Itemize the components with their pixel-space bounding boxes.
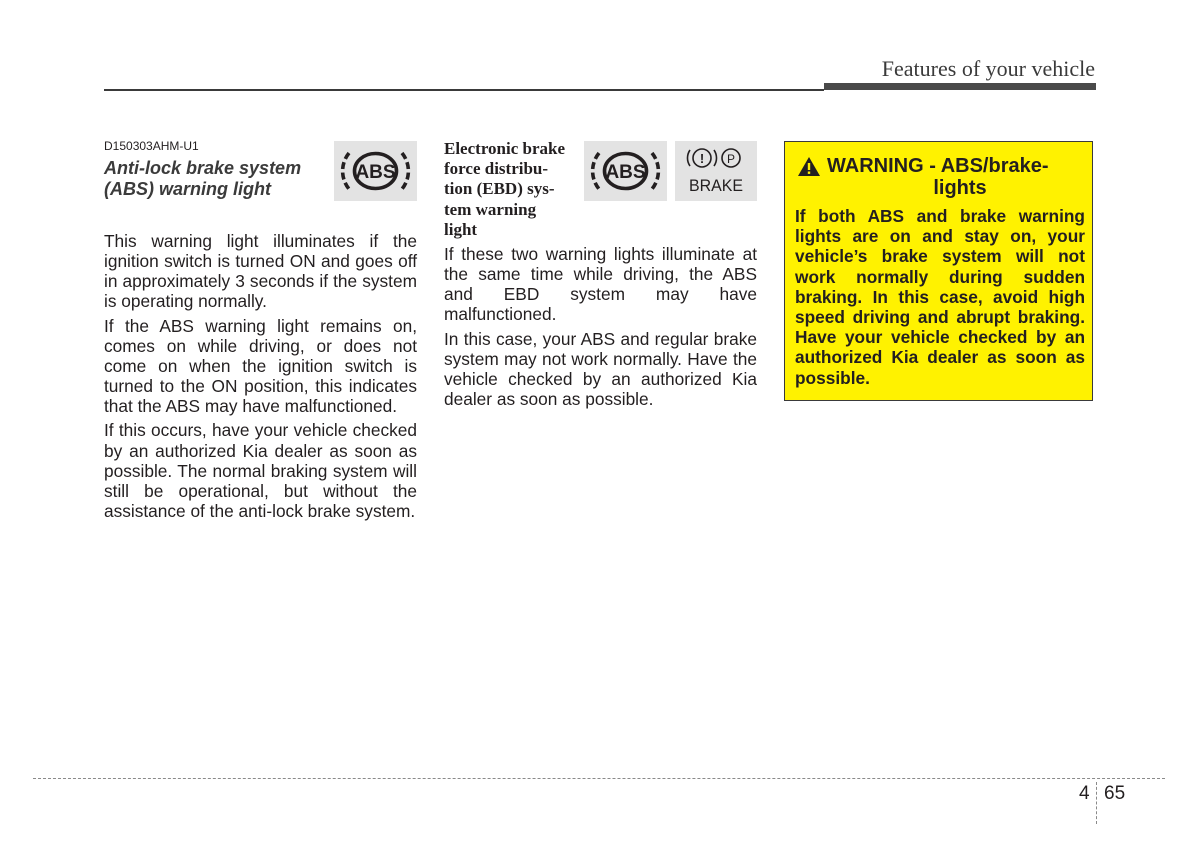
abs-warning-light-icon xyxy=(584,141,667,201)
abs-heading-line-2: (ABS) warning light xyxy=(104,179,271,199)
page-header-title: Features of your vehicle xyxy=(881,56,1095,81)
abs-section-heading xyxy=(104,158,329,200)
header-rule-accent xyxy=(824,83,1096,90)
ebd-section-heading xyxy=(444,139,584,240)
brake-icon-label: BRAKE xyxy=(689,176,743,195)
abs-paragraph-2: If the ABS warning light remains on, comes on while driving, or does not come on when the ignition switch is turned to the ON position, this indicates that the ABS may have malfunctioned. xyxy=(104,315,417,417)
section-code: D150303AHM-U1 xyxy=(104,139,199,153)
warning-title xyxy=(797,155,1087,199)
brake-exclamation-symbol: ! xyxy=(699,151,705,166)
abs-icon-label: ABS xyxy=(355,162,396,183)
brake-warning-light-icon xyxy=(675,141,757,201)
abs-heading-line-1: Anti-lock brake system xyxy=(104,158,302,178)
warning-title-line-1: WARNING - ABS/brake- xyxy=(827,155,1049,177)
ebd-heading-line-2: force distribu- xyxy=(444,159,549,179)
page-number: 65 xyxy=(1104,783,1126,804)
abs-section-body xyxy=(104,231,417,525)
abs-paragraph-1: This warning light illuminates if the ignition switch is turned ON and goes off in approximately 3 seconds if the system is operating normally. xyxy=(104,231,417,312)
abs-paragraph-3: If this occurs, have your vehicle checked by an authorized Kia dealer as soon as possible. The normal braking system will still be operational, but without the assistance of the anti-lock brake system. xyxy=(104,420,417,521)
ebd-paragraph-1: If these two warning lights illuminate at the same time while driving, the ABS and EBD system may have malfunctioned. xyxy=(444,244,757,325)
chapter-number: 4 xyxy=(1079,783,1090,804)
ebd-section-body xyxy=(444,244,757,413)
footer-divider xyxy=(1096,782,1097,824)
ebd-abs-icon-label: ABS xyxy=(605,162,646,183)
header-rule xyxy=(104,89,824,91)
ebd-heading-line-1: Electronic brake xyxy=(444,139,566,158)
warning-triangle-icon xyxy=(797,156,821,177)
warning-body: If both ABS and brake warning lights are on and stay on, your vehicle’s brake system will not work normally during sudden braking. In this case, avoid high speed driving and abrupt braking. Have your vehicle checked by an authorized Kia dealer as soon as possible. xyxy=(795,206,1085,388)
warning-title-line-2: lights xyxy=(933,177,987,199)
footer-rule xyxy=(33,778,1165,779)
ebd-heading-line-5: light xyxy=(444,219,478,239)
ebd-heading-line-3: tion (EBD) sys- xyxy=(444,179,555,199)
ebd-paragraph-2: In this case, your ABS and regular brake system may not work normally. Have the vehicle checked by an authorized Kia dealer as soon as possible. xyxy=(444,328,757,409)
abs-warning-light-icon xyxy=(334,141,417,201)
brake-parking-symbol: P xyxy=(726,152,736,166)
warning-box xyxy=(784,141,1093,401)
ebd-heading-line-4: tem warning xyxy=(444,199,537,219)
